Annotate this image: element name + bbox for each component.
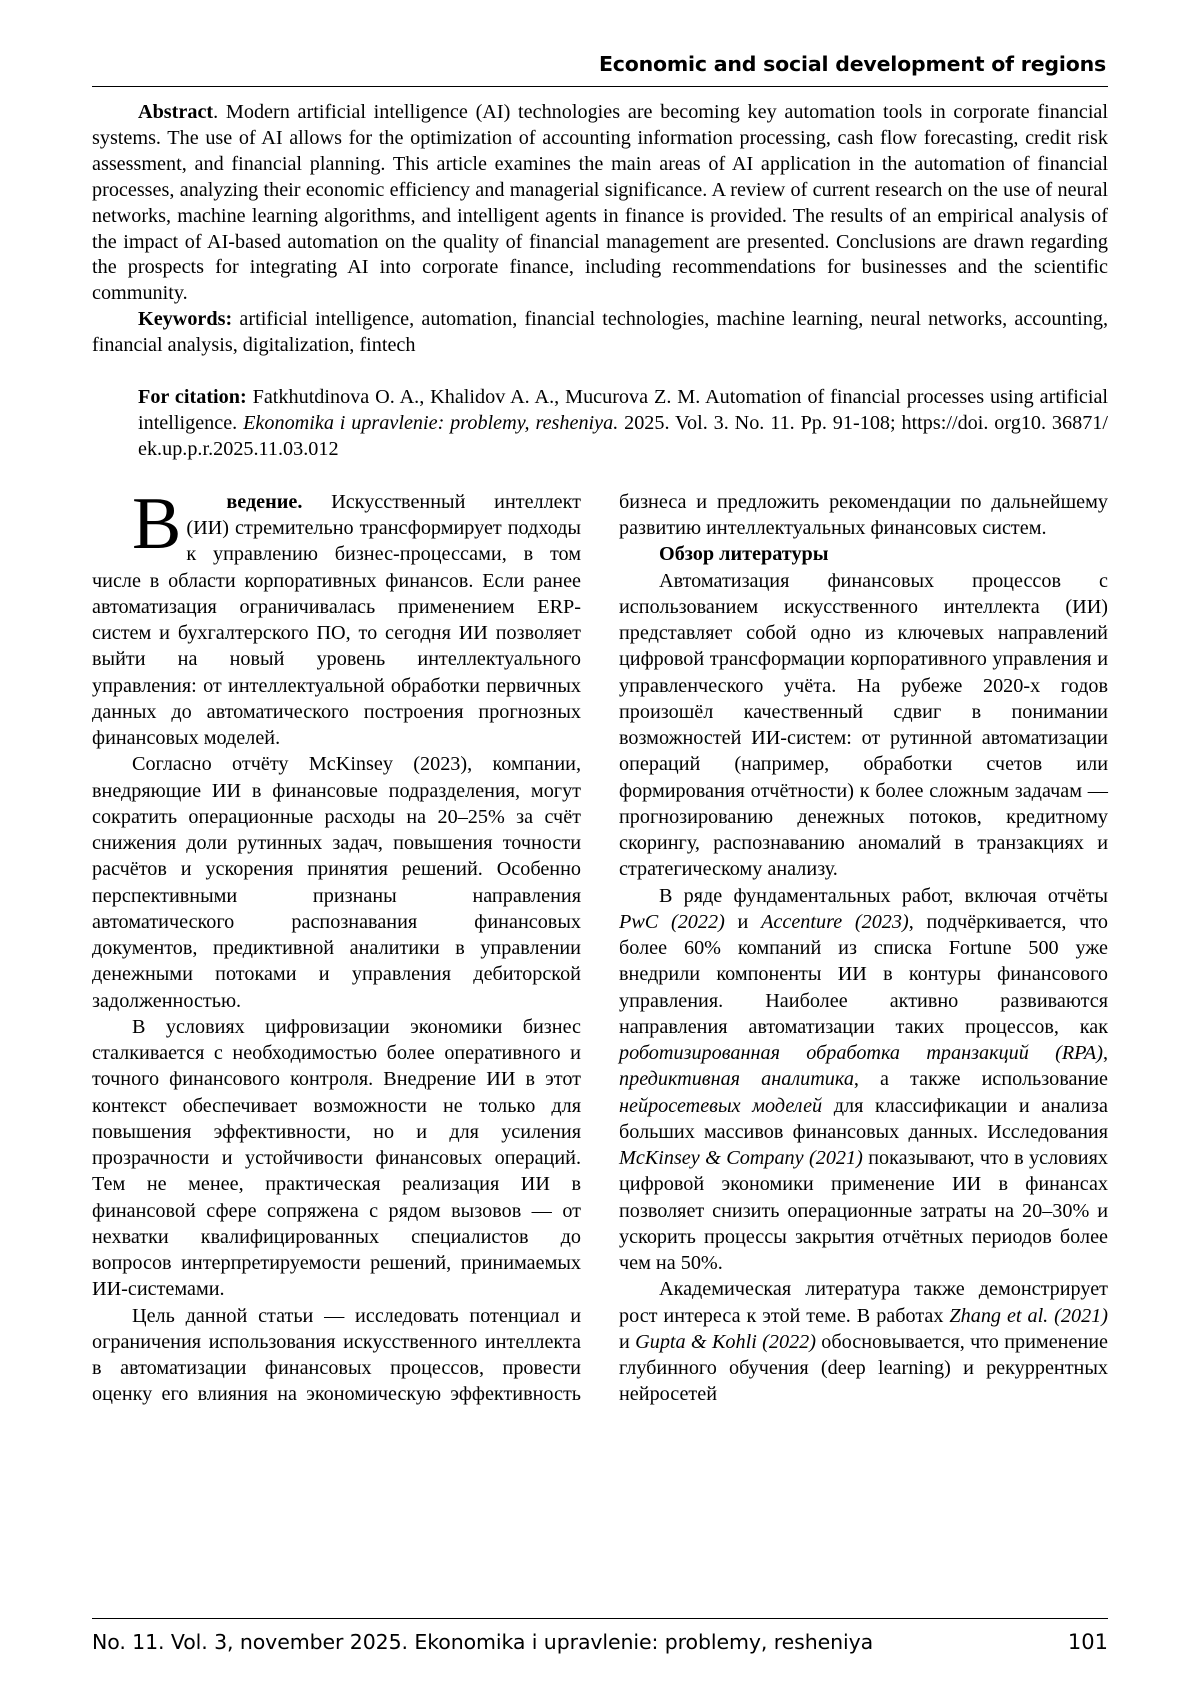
body-paragraph-6 <box>619 883 1108 1277</box>
reference-mckinsey: McKinsey & Company (2021) <box>619 1147 863 1170</box>
footer-divider <box>92 1618 1108 1619</box>
keywords-text: artificial intelligence, automation, financial technologies, machine learning, neural networks, accounting, financial analysis, digitalization, fintech <box>92 308 1108 357</box>
running-head: Economic and social development of regions <box>598 52 1106 76</box>
footer-journal-info: No. 11. Vol. 3, november 2025. Ekonomika i upravlenie: problemy, resheniya <box>92 1630 874 1654</box>
citation-block <box>92 385 1108 463</box>
reference-gupta-kohli: Gupta & Kohli (2022) <box>635 1330 816 1353</box>
p6-seg-g: показывают, что в условиях цифровой экономики применение ИИ в финансах позволяет снизить операционные затраты на 20–30% и ускорить процессы закрытия отчётных периодов более чем на 50%. <box>619 1147 1108 1275</box>
reference-accenture: Accenture (2023) <box>761 910 909 933</box>
section-heading-review: Обзор литературы <box>659 543 829 566</box>
reference-pwc: PwC (2022) <box>619 910 725 933</box>
reference-zhang: Zhang et al. (2021) <box>949 1304 1108 1327</box>
intro-paragraph <box>92 482 581 752</box>
drop-cap: В <box>132 482 182 565</box>
intro-text: Искусственный интеллект (ИИ) стремительно трансформирует подходы к управлению бизнес-процессами, в том числе в области корпоративных финансов. Если ранее автоматизация ограничивалась применением ERP-систем и бухгалтерского ПО, то сегодня ИИ позволяет выйти на новый уровень интеллектуального управления: от интеллектуальной обработки первичных данных до автоматического построения прогнозных финансовых моделей. <box>92 490 581 750</box>
p6-seg-c: , подчёркивается, что более 60% компаний из списка Fortune 500 уже внедрили компоненты ИИ в контуры финансового управления. Наиболее активно развиваются направления автоматизации таких процессов, как <box>619 910 1108 1038</box>
page-footer <box>92 1618 1108 1654</box>
header-divider <box>92 86 1108 87</box>
abstract-block <box>92 100 1108 359</box>
term-neural-models: нейросетевых моделей <box>619 1094 823 1117</box>
citation-authors: Fatkhutdinova O. A., Khalidov A. A., Mucurova Z. M. Automation of financial processes using artificial intelligence. <box>138 386 1109 435</box>
intro-heading: ведение. <box>226 490 303 513</box>
keywords-paragraph <box>92 307 1108 359</box>
p6-seg-e: , а также использование <box>853 1068 1108 1091</box>
page-number: 101 <box>1067 1630 1108 1654</box>
abstract-paragraph <box>92 100 1108 307</box>
p7-seg-a: Академическая литература также демонстрирует рост интереса к этой теме. В работах <box>619 1278 1108 1327</box>
p6-seg-d: , <box>1102 1042 1108 1065</box>
body-paragraph-5: Автоматизация финансовых процессов с использованием искусственного интеллекта (ИИ) представляет собой одно из ключевых направлений цифровой трансформации корпоративного управления и управленческого учёта. На рубеже 2020-х годов произошёл качественный сдвиг в понимании возможностей ИИ-систем: от рутинной автоматизации операций (например, обработки счетов или формирования отчётности) к более сложным задачам — прогнозированию денежных потоков, кредитному скорингу, распознаванию аномалий в транзакциях и стратегическому анализу. <box>619 569 1108 881</box>
p6-seg-f: для классификации и анализа больших массивов финансовых данных. Исследования <box>619 1094 1108 1143</box>
p6-seg-a: В ряде фундаментальных работ, включая отчёты <box>659 884 1108 907</box>
p7-seg-b: и <box>619 1330 636 1353</box>
body-columns <box>92 482 1108 1519</box>
citation-label: For citation: <box>138 386 247 409</box>
body-paragraph-2: Согласно отчёту McKinsey (2023), компании, внедряющие ИИ в финансовые подразделения, могут сократить операционные расходы на 20–25% за счёт снижения доли рутинных задач, повышения точности расчётов и ускорения принятия решений. Особенно перспективными признаны направления автоматического распознавания финансовых документов, предиктивной аналитики в управлении денежными потоками и управления дебиторской задолженностью. <box>92 753 581 1012</box>
term-predictive-analytics: предиктивная аналитика <box>619 1068 854 1091</box>
p6-seg-b: и <box>724 910 762 933</box>
body-paragraph-4: Цель данной статьи — исследовать потенциал и ограничения использования искусственного интеллекта в автоматизации финансовых процессов, провести оценку его влияния на экономическую эффективность бизнеса и предложить рекомендации по дальнейшему развитию интеллектуальных финансовых систем. <box>92 490 1108 1406</box>
keywords-label: Keywords: <box>138 308 233 331</box>
p7-seg-c: обосновывается, что применение глубинного обучения (deep learning) и рекуррентных нейросетей <box>619 1330 1108 1406</box>
abstract-label: Abstract <box>138 101 214 123</box>
body-paragraph-3: В условиях цифровизации экономики бизнес сталкивается с необходимостью более оперативного и точного финансового контроля. Внедрение ИИ в этот контекст обеспечивает возможности не только для повышения эффективности, но и для усиления прозрачности и устойчивости финансовых операций. Тем не менее, практическая реализация ИИ в финансовой сфере сопряжена с рядом вызовов — от нехватки квалифицированных специалистов до вопросов интерпретируемости решений, принимаемых ИИ-системами. <box>92 1015 581 1301</box>
abstract-text: . Modern artificial intelligence (AI) technologies are becoming key automation tools in corporate financial systems. The use of AI allows for the optimization of accounting information processing, cash flow forecasting, credit risk assessment, and financial planning. This article examines the main areas of AI application in the automation of financial processes, analyzing their economic efficiency and managerial significance. A review of current research on the use of neural networks, machine learning algorithms, and intelligent agents in finance is provided. The results of an empirical analysis of the impact of AI-based automation on the quality of financial management are presented. Conclusions are drawn regarding the prospects for integrating AI into corporate finance, including recommendations for businesses and the scientific community. <box>92 101 1108 305</box>
term-rpa: роботизированная обработка транзакций (RPA) <box>619 1042 1103 1065</box>
citation-journal: Ekonomika i upravlenie: problemy, resheniya. <box>243 412 619 435</box>
body-paragraph-7 <box>619 1276 1108 1407</box>
citation-rest: 2025. Vol. 3. No. 11. Pp. 91-108; https://doi. org10. 36871/ ek.up.p.r.2025.11.03.012 <box>138 412 1108 460</box>
